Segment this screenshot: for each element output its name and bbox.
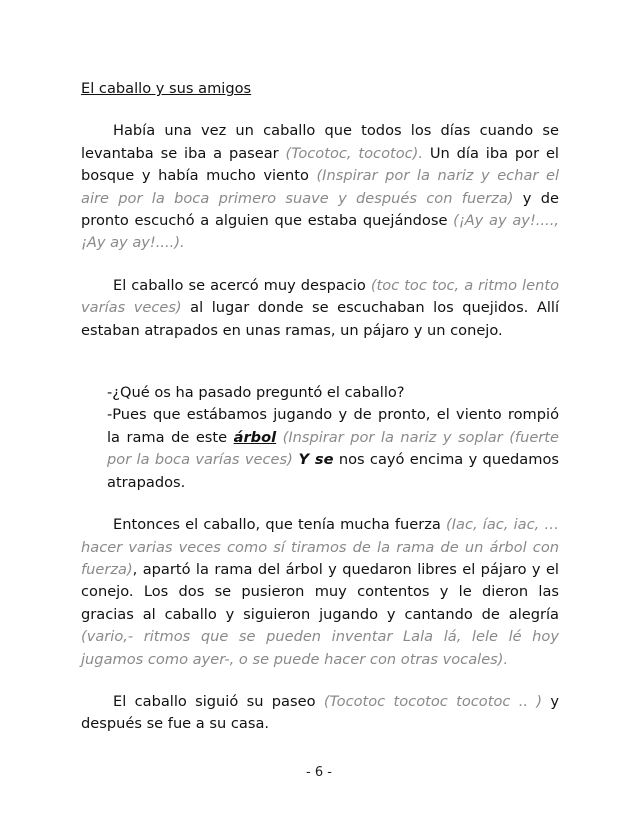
paragraph-4-text-c: y después se fue a su casa. [81,692,559,733]
paragraph-2 [81,275,559,342]
dialog-block [81,382,559,494]
page-number: - 6 - [306,765,332,780]
paragraph-1-sound-1: (Tocotoc, tocotoc). [285,144,424,162]
paragraph-3-sound-1: (Iac, íac, iac, … hacer varias veces como sí tiramos de la rama de un árbol con fuerza) [81,516,560,578]
paragraph-1-text-a: Había una vez un caballo que todos los días cuando se levantaba se iba a pasear [81,122,559,162]
paragraph-3-text-c: , apartó la rama del árbol y quedaron libres el pájaro y el conejo. Los dos se pusieron muy contentos y le dieron las gracias al caballo y siguieron jugando y cantando de alegría [81,560,559,623]
paragraph-1-sound-3: (¡Ay ay ay!...., ¡Ay ay ay!....). [81,212,559,252]
paragraph-1-text-c: Un día iba por el bosque y había mucho viento [81,144,559,185]
dialog-line-2 [107,404,559,494]
paragraph-2-text-c: al lugar donde se escuchaban los quejidos. Allí estaban atrapados en unas ramas, un pájaro y un conejo. [81,299,560,339]
paragraph-1-sound-2: (Inspirar por la nariz y echar el aire por la boca primero suave y después con fuerza) [81,167,559,207]
dialog-word-y-se: Y se [292,451,334,469]
paragraph-4-text-a: El caballo siguió su paseo [113,692,324,710]
paragraph-3-text-a: Entonces el caballo, que tenía mucha fuerza [113,516,447,534]
paragraph-1 [81,120,559,254]
dialog-line-1: -¿Qué os ha pasado preguntó el caballo? [107,384,405,402]
dialog-line-2-text-a: -Pues que estábamos jugando y de pronto, el viento rompió la rama de este [107,406,559,446]
paragraph-2-sound: (toc toc toc, a ritmo lento varías veces) [81,276,559,317]
dialog-sound: (Inspirar por la nariz y soplar (fuerte por la boca varías veces) [107,428,559,469]
dialog-line-2-text-e: nos cayó encima y quedamos atrapados. [107,451,559,491]
paragraph-3 [81,514,559,671]
dialog-word-arbol: árbol [233,428,277,446]
document-page [81,78,559,756]
paragraph-3-sound-2: (vario,- ritmos que se pueden inventar Lala lá, lele lé hoy jugamos como ayer-, o se puede hacer con otras vocales). [81,628,559,668]
paragraph-4 [81,691,559,736]
spacer [81,362,559,382]
paragraph-1-text-e: y de pronto escuchó a alguien que estaba quejándose [81,189,559,230]
spacer [81,494,559,514]
paragraph-2-text-a: El caballo se acercó muy despacio [113,276,371,294]
story-title: El caballo y sus amigos [81,80,252,97]
paragraph-4-sound: (Tocotoc tocotoc tocotoc .. ) [323,692,543,710]
